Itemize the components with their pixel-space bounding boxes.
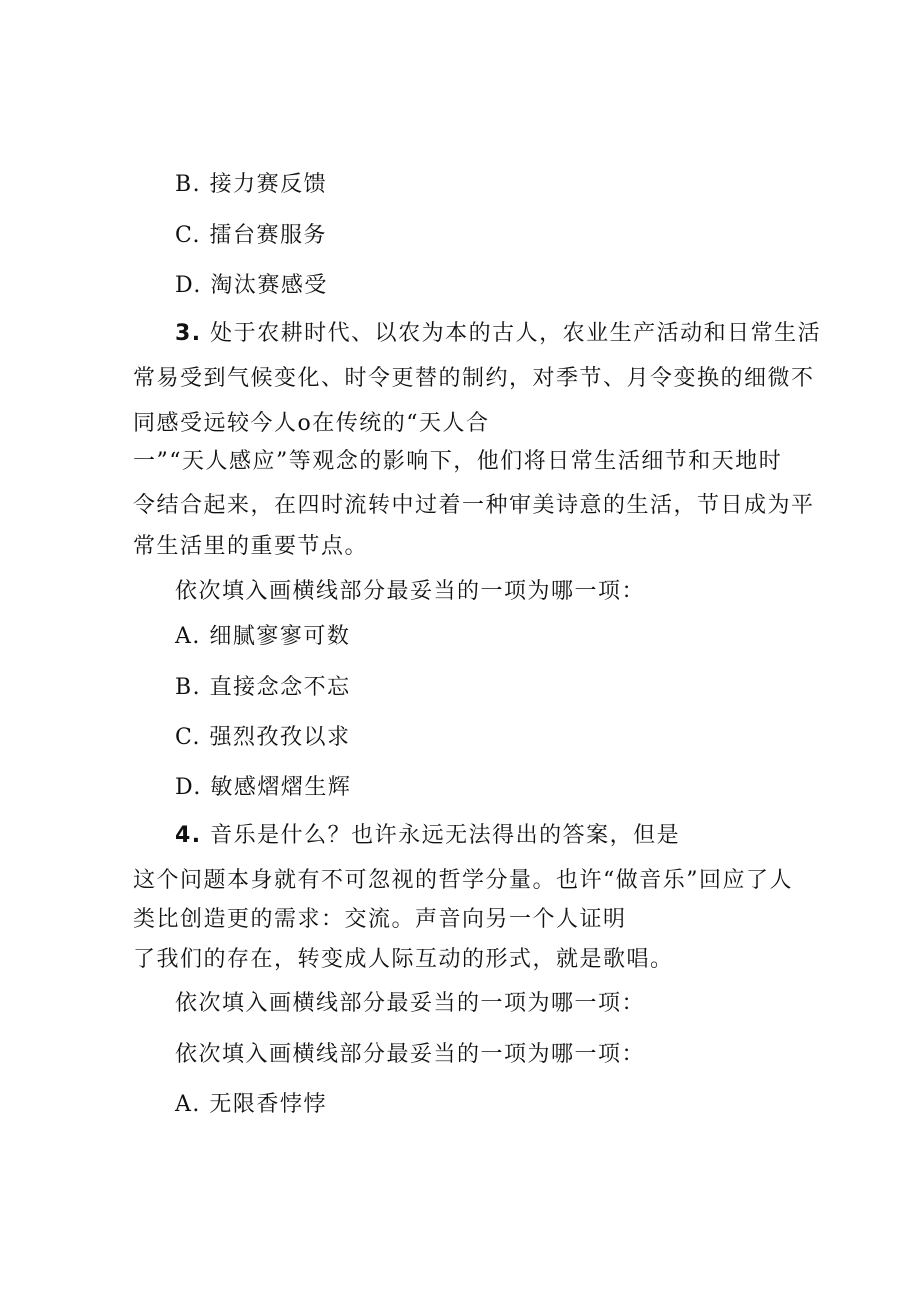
q4-prompt-2: 依次填入画横线部分最妥当的一项为哪一项： (175, 1042, 646, 1067)
q4-option-a: A. 无限香悖悖 (175, 1092, 327, 1117)
q3-option-b: B. 直接念念不忘 (175, 675, 351, 700)
q3-line-6: 常生活里的重要节点。 (133, 534, 369, 559)
q3-line-5: 令结合起来，在四时流转中过着一种审美诗意的生活，节日成为平 (133, 493, 815, 518)
q4-line-1-text: 音乐是什么？也许永远无法得出的答案，但是 (210, 823, 681, 848)
q3-number: 3. (175, 321, 202, 346)
q2-option-c: C. 擂台赛服务 (175, 223, 328, 248)
q4-number: 4. (175, 823, 202, 848)
q3-option-a: A. 细腻寥寥可数 (175, 624, 351, 649)
q3-line-4: 一”“天人感应”等观念的影响下，他们将日常生活细节和天地时 (133, 449, 783, 474)
q4-line-4: 了我们的存在，转变成人际互动的形式，就是歌唱。 (133, 947, 674, 972)
q2-option-d: D. 淘汰赛感受 (175, 273, 328, 298)
q3-option-c: C. 强烈孜孜以求 (175, 725, 351, 750)
q4-line-1 (175, 821, 680, 851)
q3-line-3: 同感受远较今人o在传统的“天人合 (133, 411, 490, 436)
q3-option-d: D. 敏感熠熠生辉 (175, 775, 352, 800)
q3-line-1-text: 处于农耕时代、以农为本的古人，农业生产活动和日常生活 (210, 321, 822, 346)
q4-line-3: 类比创造更的需求：交流。声音向另一个人证明 (133, 907, 627, 932)
q3-line-1 (175, 319, 821, 349)
q3-prompt: 依次填入画横线部分最妥当的一项为哪一项： (175, 579, 646, 604)
q4-line-2: 这个问题本身就有不可忽视的哲学分量。也许“做音乐”回应了人 (133, 868, 793, 893)
q4-prompt-1: 依次填入画横线部分最妥当的一项为哪一项： (175, 991, 646, 1016)
q2-option-b: B. 接力赛反馈 (175, 172, 328, 197)
q3-line-2: 常易受到气候变化、时令更替的制约，对季节、月令变换的细微不 (133, 366, 815, 391)
